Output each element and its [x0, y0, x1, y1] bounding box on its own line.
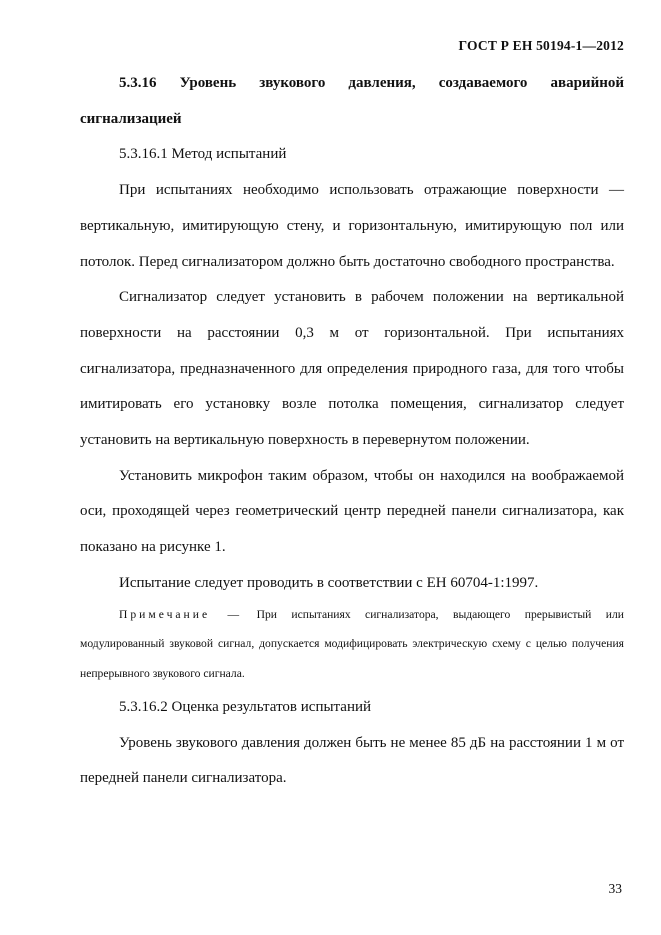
subsection-title-method: 5.3.16.1 Метод испытаний	[119, 146, 287, 163]
paragraph-microphone: Установить микрофон таким образом, чтобы он находился на воображаемой оси, проходящей через геометрический центр передней панели сигнализатора, как показано на рисунке 1.	[80, 467, 624, 556]
note-text: При испытаниях сигнализатора, выдающего прерывистый или модулированный звуковой сигнал, допускается модифицировать электрическую схему с целью получения непрерывного звукового сигнала.	[80, 607, 625, 680]
document-standard-header: ГОСТ Р ЕН 50194-1—2012	[458, 38, 624, 53]
subsection-title-evaluation: 5.3.16.2 Оценка результатов испытаний	[119, 699, 372, 716]
note	[80, 600, 624, 689]
paragraph-evaluation: Уровень звукового давления должен быть не менее 85 дБ на расстоянии 1 м от передней панели сигнализатора.	[80, 734, 624, 787]
paragraph-installation: Сигнализатор следует установить в рабочем положении на вертикальной поверхности на расстоянии 0,3 м от горизонтальной. При испытаниях сигнализатора, предназначенного для определения природного газа, для того чтобы имитировать его установку возле потолка помещения, сигнализатор следует установить на вертикальную поверхность в перевернутом положении.	[80, 289, 624, 449]
note-label: Примечание —	[119, 607, 243, 621]
paragraph-standard-reference: Испытание следует проводить в соответствии с ЕН 60704-1:1997.	[119, 574, 539, 591]
page-number: 33	[608, 881, 622, 896]
section-title: 5.3.16 Уровень звукового давления, создаваемого аварийной сигнализацией	[80, 75, 624, 127]
paragraph-surfaces: При испытаниях необходимо использовать отражающие поверхности — вертикальную, имитирующую стену, и горизонтальную, имитирующую пол или потолок. Перед сигнализатором должно быть достаточно свободного пространства.	[80, 182, 624, 270]
document-body	[80, 66, 624, 797]
